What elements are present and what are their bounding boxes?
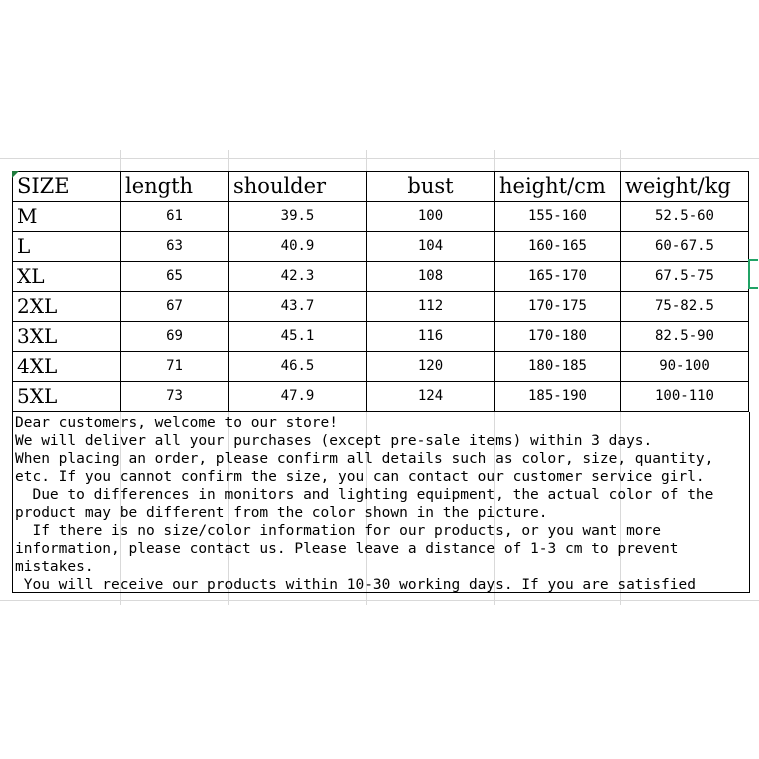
notes-line: Due to differences in monitors and lighting equipment, the actual color of the [15, 487, 714, 503]
cell-shoulder[interactable]: 40.9 [229, 232, 367, 262]
cell-weight[interactable]: 52.5-60 [621, 202, 749, 232]
notes-line: We will deliver all your purchases (except pre-sale items) within 3 days. [15, 433, 653, 449]
cell-height[interactable]: 170-180 [495, 322, 621, 352]
cell-bust[interactable]: 116 [367, 322, 495, 352]
cell-length[interactable]: 73 [121, 382, 229, 412]
notes-line: etc. If you cannot confirm the size, you can contact our customer service girl. [15, 469, 705, 485]
table-row [13, 262, 749, 292]
cell-weight[interactable]: 60-67.5 [621, 232, 749, 262]
notes-line: If there is no size/color information for our products, or you want more [15, 523, 662, 539]
size-table [12, 171, 749, 412]
table-row [13, 382, 749, 412]
cell-size[interactable]: 5XL [13, 382, 121, 412]
cell-height[interactable]: 185-190 [495, 382, 621, 412]
cell-bust[interactable]: 112 [367, 292, 495, 322]
table-row [13, 202, 749, 232]
cell-size[interactable]: L [13, 232, 121, 262]
notes-line: product may be different from the color shown in the picture. [15, 505, 548, 521]
cell-weight[interactable]: 82.5-90 [621, 322, 749, 352]
header-size[interactable]: SIZE [13, 172, 121, 202]
cell-weight[interactable]: 75-82.5 [621, 292, 749, 322]
notes-line: When placing an order, please confirm all details such as color, size, quantity, [15, 451, 714, 467]
table-row [13, 322, 749, 352]
table-row [13, 352, 749, 382]
cell-selection-indicator[interactable] [748, 259, 758, 289]
size-chart-sheet [12, 171, 748, 593]
cell-shoulder[interactable]: 39.5 [229, 202, 367, 232]
notes-line: Dear customers, welcome to our store! [15, 415, 339, 431]
cell-shoulder[interactable]: 42.3 [229, 262, 367, 292]
cell-size[interactable]: XL [13, 262, 121, 292]
cell-height[interactable]: 170-175 [495, 292, 621, 322]
cell-length[interactable]: 61 [121, 202, 229, 232]
cell-weight[interactable]: 67.5-75 [621, 262, 749, 292]
header-weight[interactable]: weight/kg [621, 172, 749, 202]
cell-shoulder[interactable]: 45.1 [229, 322, 367, 352]
notes-cell[interactable] [12, 412, 750, 593]
cell-length[interactable]: 63 [121, 232, 229, 262]
header-row [13, 172, 749, 202]
grid-line [0, 600, 759, 601]
cell-height[interactable]: 155-160 [495, 202, 621, 232]
cell-height[interactable]: 165-170 [495, 262, 621, 292]
cell-shoulder[interactable]: 47.9 [229, 382, 367, 412]
table-row [13, 232, 749, 262]
cell-size[interactable]: 3XL [13, 322, 121, 352]
notes-line: You will receive our products within 10-30 working days. If you are satisfied [15, 577, 696, 593]
cell-size[interactable]: 2XL [13, 292, 121, 322]
cell-shoulder[interactable]: 43.7 [229, 292, 367, 322]
cell-weight[interactable]: 100-110 [621, 382, 749, 412]
cell-length[interactable]: 67 [121, 292, 229, 322]
cell-bust[interactable]: 108 [367, 262, 495, 292]
header-shoulder[interactable]: shoulder [229, 172, 367, 202]
header-bust[interactable]: bust [367, 172, 495, 202]
cell-height[interactable]: 160-165 [495, 232, 621, 262]
cell-bust[interactable]: 100 [367, 202, 495, 232]
notes-line: information, please contact us. Please leave a distance of 1-3 cm to prevent [15, 541, 679, 557]
cell-shoulder[interactable]: 46.5 [229, 352, 367, 382]
cell-comment-indicator-icon [12, 171, 19, 178]
table-row [13, 292, 749, 322]
cell-bust[interactable]: 120 [367, 352, 495, 382]
cell-bust[interactable]: 104 [367, 232, 495, 262]
grid-line [0, 158, 759, 159]
cell-size[interactable]: M [13, 202, 121, 232]
notes-line: mistakes. [15, 559, 94, 575]
cell-size[interactable]: 4XL [13, 352, 121, 382]
header-height[interactable]: height/cm [495, 172, 621, 202]
cell-length[interactable]: 69 [121, 322, 229, 352]
cell-length[interactable]: 71 [121, 352, 229, 382]
cell-length[interactable]: 65 [121, 262, 229, 292]
cell-height[interactable]: 180-185 [495, 352, 621, 382]
cell-bust[interactable]: 124 [367, 382, 495, 412]
header-length[interactable]: length [121, 172, 229, 202]
cell-weight[interactable]: 90-100 [621, 352, 749, 382]
